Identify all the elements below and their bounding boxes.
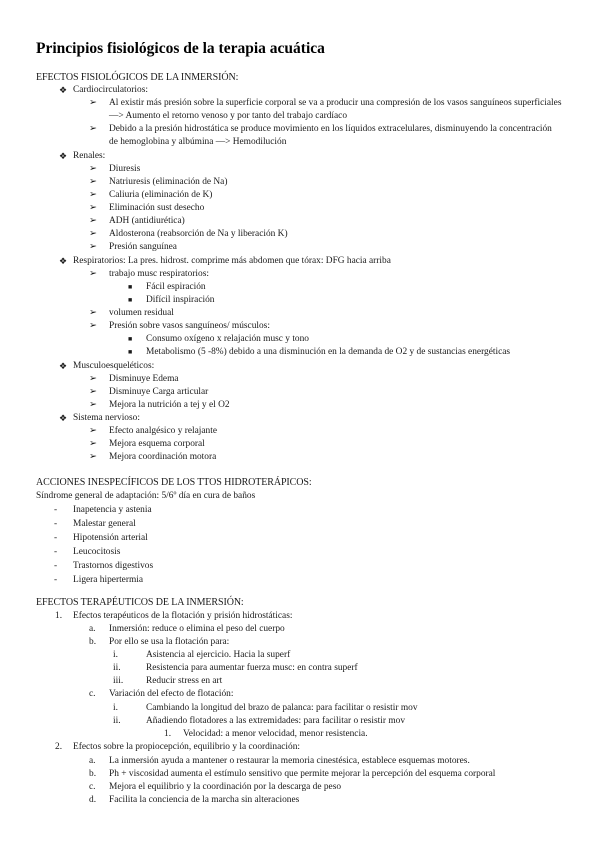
list-item: Velocidad: a menor velocidad, menor resistencia. [183, 729, 368, 739]
page-title: Principios fisiológicos de la terapia acuática [36, 40, 325, 57]
arrow-bullet-icon: ➢ [89, 269, 97, 279]
letter-marker: b. [89, 637, 97, 647]
list-item: Presión sanguínea [109, 242, 177, 252]
square-bullet-icon: ■ [128, 296, 133, 304]
list-item: Ligera hipertermia [73, 575, 144, 585]
arrow-bullet-icon: ➢ [89, 203, 97, 213]
list-item: Inapetencia y astenia [73, 505, 152, 515]
arrow-bullet-icon: ➢ [89, 400, 97, 410]
list-item: Natriuresis (eliminación de Na) [109, 177, 228, 187]
list-item: Efectos terapéuticos de la flotación y prisión hidrostáticas: [73, 611, 293, 621]
section-heading-acciones-inespecificos: ACCIONES INESPECÍFICOS DE LOS TTOS HIDROTERÁPICOS: [36, 477, 312, 488]
list-item: Difícil inspiración [146, 295, 215, 305]
list-item: Facilita la conciencia de la marcha sin alteraciones [109, 795, 300, 805]
arrow-bullet-icon: ➢ [89, 98, 97, 108]
list-label-respiratorios: Respiratorios: La pres. hidrost. comprime más abdomen que tórax: DFG hacia arriba [73, 256, 391, 266]
list-item: Caliuria (eliminación de K) [109, 190, 213, 200]
list-item: Malestar general [73, 519, 136, 529]
roman-marker: ii. [113, 716, 121, 726]
arrow-bullet-icon: ➢ [89, 190, 97, 200]
dash-bullet-icon: - [54, 561, 58, 571]
list-item: Efectos sobre la propiocepción, equilibrio y la coordinación: [73, 742, 301, 752]
list-item: Resistencia para aumentar fuerza musc: en contra superf [146, 663, 358, 673]
roman-marker: i. [113, 650, 118, 660]
list-item: Asistencia al ejercicio. Hacia la superf [146, 650, 291, 660]
arrow-bullet-icon: ➢ [89, 164, 97, 174]
square-bullet-icon: ■ [128, 335, 133, 343]
dash-bullet-icon: - [54, 519, 58, 529]
letter-marker: a. [89, 624, 96, 634]
list-item: Ph + viscosidad aumenta el estímulo sensitivo que permite mejorar la percepción del esquema corporal [109, 769, 496, 779]
letter-marker: a. [89, 756, 96, 766]
section-heading-efectos-terapeuticos: EFECTOS TERAPÉUTICOS DE LA INMERSIÓN: [36, 597, 244, 608]
list-item: Mejora la nutrición a tej y el O2 [109, 400, 230, 410]
list-label-cardiocirculatorios: Cardiocirculatorios: [73, 85, 148, 95]
list-item: Al existir más presión sobre la superficie corporal se va a producir una compresión de los vasos sanguíneos superficiales [109, 98, 562, 108]
arrow-bullet-icon: ➢ [89, 308, 97, 318]
list-item-continuation: de hemoglobina y albúmina —> Hemodilución [109, 137, 287, 147]
roman-marker: ii. [113, 663, 121, 673]
list-item: Por ello se usa la flotación para: [109, 637, 230, 647]
arrow-bullet-icon: ➢ [89, 229, 97, 239]
list-item: Eliminación sust desecho [109, 203, 205, 213]
roman-marker: i. [113, 703, 118, 713]
letter-marker: b. [89, 769, 97, 779]
list-item: ADH (antidiurética) [109, 216, 185, 226]
diamond-bullet-icon: ❖ [59, 256, 68, 266]
list-item: Debido a la presión hidrostática se produce movimiento en los líquidos extracelulares, disminuyendo la concentración [109, 124, 552, 134]
dash-bullet-icon: - [54, 505, 58, 515]
list-item: Metabolismo (5 -8%) debido a una disminución en la demanda de O2 y de sustancias energéticas [146, 347, 511, 357]
arrow-bullet-icon: ➢ [89, 439, 97, 449]
dash-bullet-icon: - [54, 547, 58, 557]
list-label-renales: Renales: [73, 151, 106, 161]
arrow-bullet-icon: ➢ [89, 452, 97, 462]
arrow-bullet-icon: ➢ [89, 124, 97, 134]
list-item: Reducir stress en art [146, 676, 223, 686]
square-bullet-icon: ■ [128, 348, 133, 356]
letter-marker: c. [89, 782, 96, 792]
arrow-bullet-icon: ➢ [89, 387, 97, 397]
list-label-sistema-nervioso: Sistema nervioso: [73, 413, 140, 423]
list-item: Leucocitosis [73, 547, 121, 557]
list-label-musculoesqueleticos: Musculoesqueléticos: [73, 361, 155, 371]
arrow-bullet-icon: ➢ [89, 242, 97, 252]
list-item: Añadiendo flotadores a las extremidades: para facilitar o resistir mov [146, 716, 406, 726]
list-item: Aldosterona (reabsorción de Na y liberación K) [109, 229, 288, 239]
list-item: trabajo musc respiratorios: [109, 269, 209, 279]
list-item: Hipotensión arterial [73, 533, 148, 543]
number-marker: 1. [55, 611, 63, 621]
dash-bullet-icon: - [54, 533, 58, 543]
list-item: Consumo oxígeno x relajación musc y tono [146, 334, 309, 344]
arrow-bullet-icon: ➢ [89, 374, 97, 384]
list-item: Efecto analgésico y relajante [109, 426, 218, 436]
diamond-bullet-icon: ❖ [59, 361, 68, 371]
list-item: Variación del efecto de flotación: [109, 689, 234, 699]
list-item: Mejora coordinación motora [109, 452, 217, 462]
list-item: Diuresis [109, 164, 141, 174]
list-item: Trastornos digestivos [73, 561, 154, 571]
dash-bullet-icon: - [54, 575, 58, 585]
list-item-continuation: —> Aumento el retorno venoso y por tanto del trabajo cardíaco [109, 111, 348, 121]
list-item: Mejora el equilibrio y la coordinación por la descarga de peso [109, 782, 342, 792]
list-item: Cambiando la longitud del brazo de palanca: para facilitar o resistir mov [146, 703, 418, 713]
section-subheading: Síndrome general de adaptación: 5/6º día en cura de baños [36, 491, 256, 501]
number-marker: 1. [164, 729, 172, 739]
list-item: Fácil espiración [146, 282, 206, 292]
section-heading-efectos-fisiologicos: EFECTOS FISIOLÓGICOS DE LA INMERSIÓN: [36, 72, 239, 83]
list-item: Disminuye Carga articular [109, 387, 209, 397]
list-item: Inmersión: reduce o elimina el peso del cuerpo [109, 624, 285, 634]
list-item: Disminuye Edema [109, 374, 179, 384]
diamond-bullet-icon: ❖ [59, 413, 68, 423]
number-marker: 2. [55, 742, 63, 752]
list-item: volumen residual [109, 308, 174, 318]
diamond-bullet-icon: ❖ [59, 85, 68, 95]
arrow-bullet-icon: ➢ [89, 426, 97, 436]
arrow-bullet-icon: ➢ [89, 321, 97, 331]
list-item: La inmersión ayuda a mantener o restaurar la memoria cinestésica, establece esquemas motores. [109, 756, 470, 766]
list-item: Mejora esquema corporal [109, 439, 205, 449]
letter-marker: c. [89, 689, 96, 699]
arrow-bullet-icon: ➢ [89, 216, 97, 226]
square-bullet-icon: ■ [128, 283, 133, 291]
letter-marker: d. [89, 795, 97, 805]
arrow-bullet-icon: ➢ [89, 177, 97, 187]
list-item: Presión sobre vasos sanguíneos/ músculos: [109, 321, 270, 331]
roman-marker: iii. [113, 676, 124, 686]
diamond-bullet-icon: ❖ [59, 151, 68, 161]
